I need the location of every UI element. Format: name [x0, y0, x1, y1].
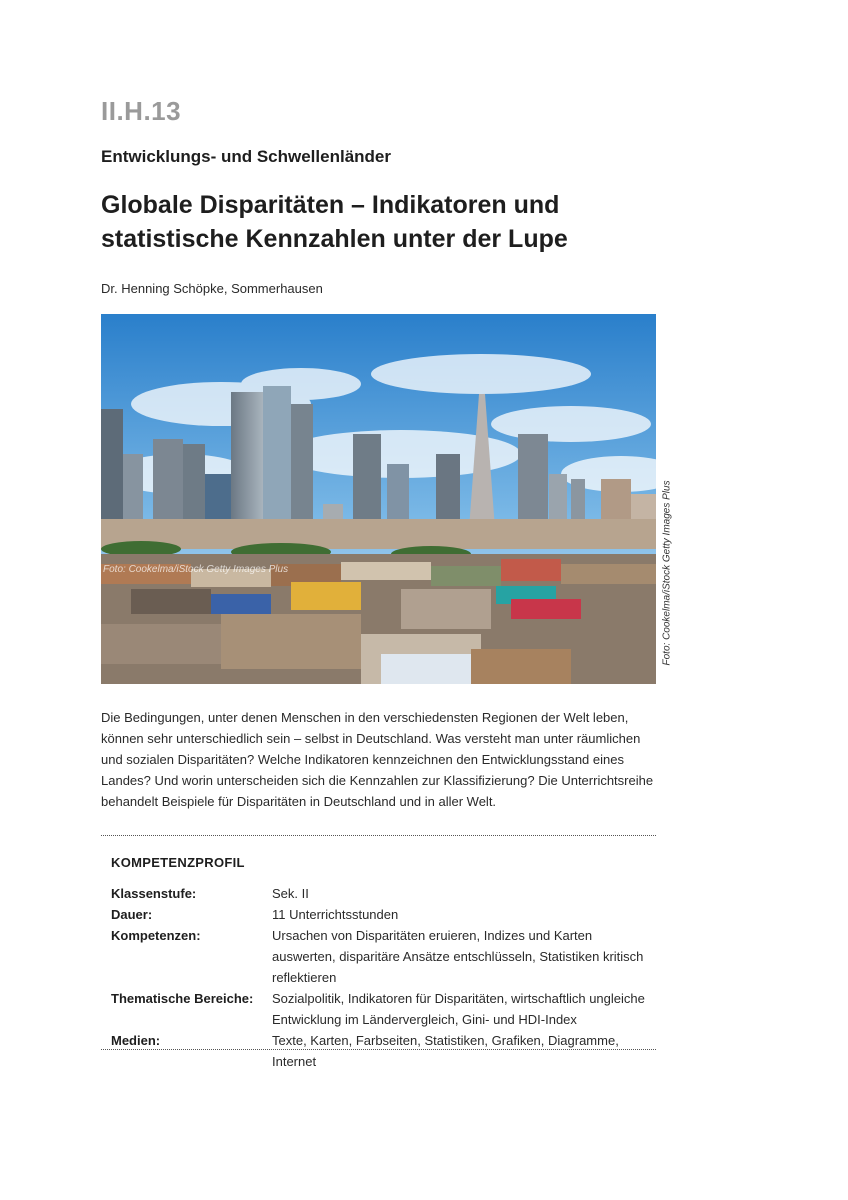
- cover-photo: [101, 314, 656, 684]
- intro-paragraph: Die Bedingungen, unter denen Menschen in den verschiedensten Regionen der Welt leben, können sehr unterschiedlich sein – selbst in Deutschland. Was versteht man unter räumlichen und sozialen Disparitäten? Welche Indikatoren kennzeichnen den Entwicklungsstand eines Landes? Und worin unterscheiden sich die Kennzahlen zur Klassifizierung? Die Unterrichtsreihe behandelt Beispiele für Disparitäten in Deutschland und in aller Welt.: [101, 710, 654, 809]
- page-title: Globale Disparitäten – Indikatoren und statistische Kennzahlen unter der Lupe: [101, 191, 568, 253]
- profile-value: Texte, Karten, Farbseiten, Statistiken, Grafiken, Diagramme, Internet: [272, 1033, 619, 1069]
- photo-credit: Foto: Cookelma/iStock Getty Images Plus: [661, 480, 673, 666]
- profile-row-media: [111, 1030, 656, 1072]
- competence-profile: [111, 883, 656, 1072]
- series-title: Entwicklungs- und Schwellenländer: [101, 147, 391, 166]
- profile-key: Thematische Bereiche:: [111, 991, 254, 1006]
- profile-key: Kompetenzen:: [111, 928, 201, 943]
- low-city: [101, 519, 656, 549]
- author-line: Dr. Henning Schöpke, Sommerhausen: [101, 281, 323, 296]
- profile-heading: KOMPETENZPROFIL: [111, 855, 245, 870]
- profile-row-grade: [111, 883, 656, 904]
- profile-row-topics: [111, 988, 656, 1030]
- profile-value: Sek. II: [272, 886, 309, 901]
- profile-row-duration: [111, 904, 656, 925]
- profile-key: Medien:: [111, 1033, 161, 1048]
- divider-top: [101, 835, 656, 836]
- unit-code: II.H.13: [101, 96, 182, 126]
- photo-watermark: Foto: Cookelma/iStock Getty Images Plus: [103, 564, 289, 575]
- profile-row-competences: [111, 925, 656, 988]
- profile-key: Dauer:: [111, 907, 153, 922]
- profile-value: 11 Unterrichtsstunden: [272, 907, 399, 922]
- profile-value: Ursachen von Disparitäten eruieren, Indizes und Karten auswerten, disparitäre Ansätze entschlüsseln, Statistiken kritisch reflektieren: [272, 928, 644, 985]
- profile-value: Sozialpolitik, Indikatoren für Disparitäten, wirtschaftlich ungleiche Entwicklung im Ländervergleich, Gini- und HDI-Index: [272, 991, 645, 1027]
- profile-key: Klassenstufe:: [111, 886, 197, 901]
- divider-bottom: [101, 1049, 656, 1050]
